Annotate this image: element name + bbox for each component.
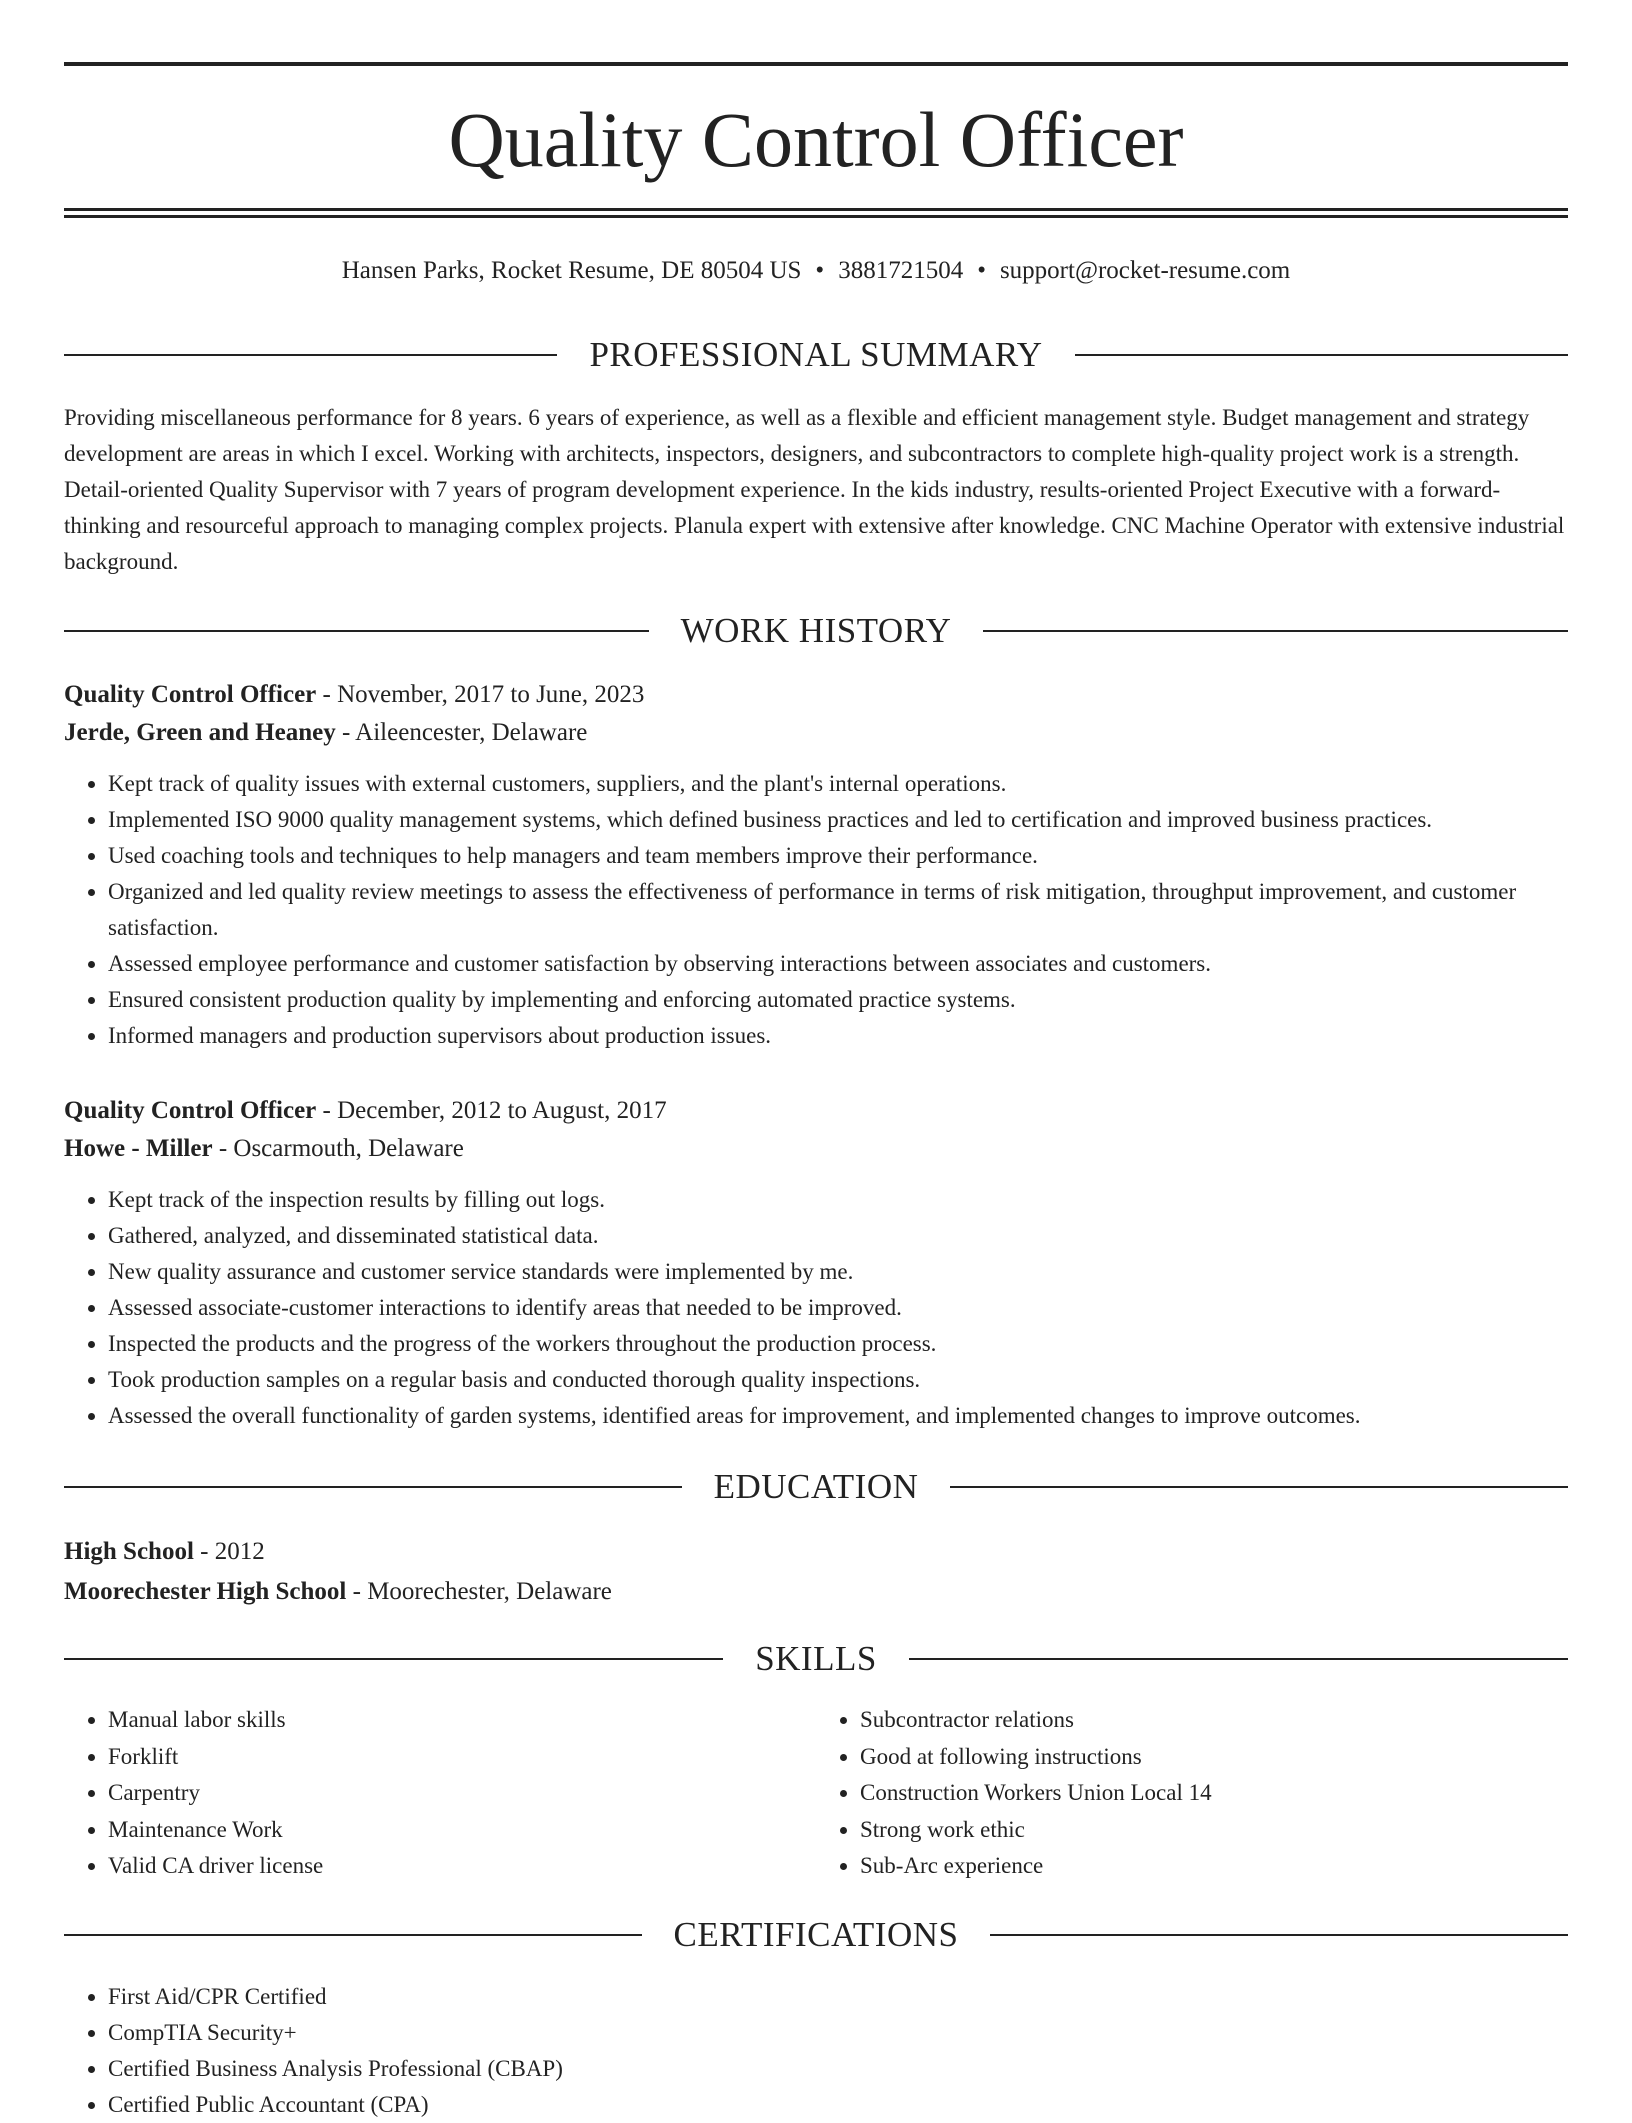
job-location: - Oscarmouth, Delaware xyxy=(212,1135,464,1162)
section-heading-work xyxy=(64,609,1568,653)
list-item: • First Aid/CPR Certified xyxy=(108,1979,1568,2015)
list-item: • Forklift xyxy=(108,1739,816,1776)
contact-line xyxy=(64,255,1568,287)
job-title: Quality Control Officer xyxy=(64,1097,317,1124)
list-item: • Certified Business Analysis Professional (CBAP) xyxy=(108,2051,1568,2087)
contact-address: Hansen Parks, Rocket Resume, DE 80504 US xyxy=(341,257,802,284)
list-item: • CompTIA Security+ xyxy=(108,2015,1568,2051)
title-rule-lower xyxy=(64,215,1568,218)
list-item: • Inspected the products and the progress of the workers throughout the production process. xyxy=(108,1326,1568,1362)
heading-rule xyxy=(983,630,1568,632)
title-rule-upper xyxy=(64,208,1568,211)
education-degree-line xyxy=(64,1532,1568,1572)
heading-rule xyxy=(64,1934,642,1936)
list-item: • Implemented ISO 9000 quality management systems, which defined business practices and led to certification and improved business practices. xyxy=(108,802,1568,838)
list-item: • Kept track of quality issues with external customers, suppliers, and the plant's internal operations. xyxy=(108,766,1568,802)
education-school: Moorechester High School xyxy=(64,1578,347,1605)
section-heading-summary xyxy=(64,333,1568,377)
heading-rule xyxy=(990,1934,1568,1936)
list-item: • Assessed associate-customer interactions to identify areas that needed to be improved. xyxy=(108,1290,1568,1326)
list-item: • Kept track of the inspection results by filling out logs. xyxy=(108,1182,1568,1218)
list-item: • Maintenance Work xyxy=(108,1812,816,1849)
job-entry xyxy=(64,676,1568,1054)
heading-rule xyxy=(64,630,649,632)
heading-rule xyxy=(950,1486,1568,1488)
list-item: • Valid CA driver license xyxy=(108,1848,816,1885)
section-title: CERTIFICATIONS xyxy=(673,1915,959,1954)
job-dates: - December, 2012 to August, 2017 xyxy=(316,1097,667,1124)
section-title: PROFESSIONAL SUMMARY xyxy=(589,335,1043,374)
education-entry xyxy=(64,1532,1568,1612)
certifications-list-wrap xyxy=(64,1979,1568,2123)
section-heading-education xyxy=(64,1465,1568,1509)
skills-columns xyxy=(64,1702,1568,1885)
certifications-list xyxy=(64,1979,1568,2123)
section-heading-skills xyxy=(64,1637,1568,1681)
contact-separator: • xyxy=(977,257,986,284)
list-item: • Manual labor skills xyxy=(108,1702,816,1739)
job-company: Jerde, Green and Heaney xyxy=(64,719,336,746)
heading-rule xyxy=(64,1486,682,1488)
job-company-line xyxy=(64,1130,1568,1168)
job-title-line xyxy=(64,676,1568,714)
job-company-line xyxy=(64,714,1568,752)
list-item: • Good at following instructions xyxy=(860,1739,1568,1776)
heading-rule xyxy=(909,1658,1568,1660)
list-item: • Construction Workers Union Local 14 xyxy=(860,1775,1568,1812)
list-item: • Certified Public Accountant (CPA) xyxy=(108,2087,1568,2123)
education-location: - Moorechester, Delaware xyxy=(346,1578,612,1605)
section-title: EDUCATION xyxy=(713,1467,919,1506)
list-item: • Used coaching tools and techniques to help managers and team members improve their performance. xyxy=(108,838,1568,874)
list-item: • Subcontractor relations xyxy=(860,1702,1568,1739)
list-item: • Sub-Arc experience xyxy=(860,1848,1568,1885)
summary-text: Providing miscellaneous performance for 8 years. 6 years of experience, as well as a flexible and efficient management style. Budget management and strategy development are areas in which I excel. Working with architects, inspectors, designers, and subcontractors to complete high-quality project work is a strength. Detail-oriented Quality Supervisor with 7 years of program development experience. In the kids industry, results-oriented Project Executive with a forward-thinking and resourceful approach to managing complex projects. Planula expert with extensive after knowledge. CNC Machine Operator with extensive industrial background. xyxy=(64,405,1565,574)
section-title: WORK HISTORY xyxy=(680,611,952,650)
list-item: • Ensured consistent production quality by implementing and enforcing automated practice systems. xyxy=(108,982,1568,1018)
list-item: • Organized and led quality review meetings to assess the effectiveness of performance in terms of risk mitigation, throughput improvement, and customer satisfaction. xyxy=(108,874,1568,946)
skills-list-right xyxy=(816,1702,1568,1885)
list-item: • Took production samples on a regular basis and conducted thorough quality inspections. xyxy=(108,1362,1568,1398)
job-company: Howe - Miller xyxy=(64,1135,213,1162)
job-entry xyxy=(64,1092,1568,1434)
contact-separator: • xyxy=(815,257,825,284)
list-item: • Strong work ethic xyxy=(860,1812,1568,1849)
resume-title: Quality Control Officer xyxy=(448,96,1184,183)
heading-rule xyxy=(64,354,557,356)
job-title-line xyxy=(64,1092,1568,1130)
job-title: Quality Control Officer xyxy=(64,681,317,708)
job-bullets xyxy=(64,766,1568,1054)
list-item: • New quality assurance and customer service standards were implemented by me. xyxy=(108,1254,1568,1290)
list-item: • Assessed the overall functionality of garden systems, identified areas for improvement, and implemented changes to improve outcomes. xyxy=(108,1398,1568,1434)
contact-email: support@rocket-resume.com xyxy=(999,257,1291,284)
list-item: • Assessed employee performance and customer satisfaction by observing interactions between associates and customers. xyxy=(108,946,1568,982)
contact-phone: 3881721504 xyxy=(838,257,964,284)
job-location: - Aileencester, Delaware xyxy=(335,719,588,746)
education-degree: High School xyxy=(64,1538,194,1565)
job-bullets xyxy=(64,1182,1568,1434)
skills-list-left xyxy=(64,1702,816,1885)
education-year: - 2012 xyxy=(193,1538,265,1565)
section-heading-certifications xyxy=(64,1913,1568,1957)
top-rule xyxy=(64,62,1568,66)
heading-rule xyxy=(1075,354,1568,356)
job-dates: - November, 2017 to June, 2023 xyxy=(316,681,645,708)
section-title: SKILLS xyxy=(755,1639,877,1678)
list-item: • Carpentry xyxy=(108,1775,816,1812)
education-school-line xyxy=(64,1572,1568,1612)
list-item: • Informed managers and production supervisors about production issues. xyxy=(108,1018,1568,1054)
list-item: • Gathered, analyzed, and disseminated statistical data. xyxy=(108,1218,1568,1254)
heading-rule xyxy=(64,1658,723,1660)
